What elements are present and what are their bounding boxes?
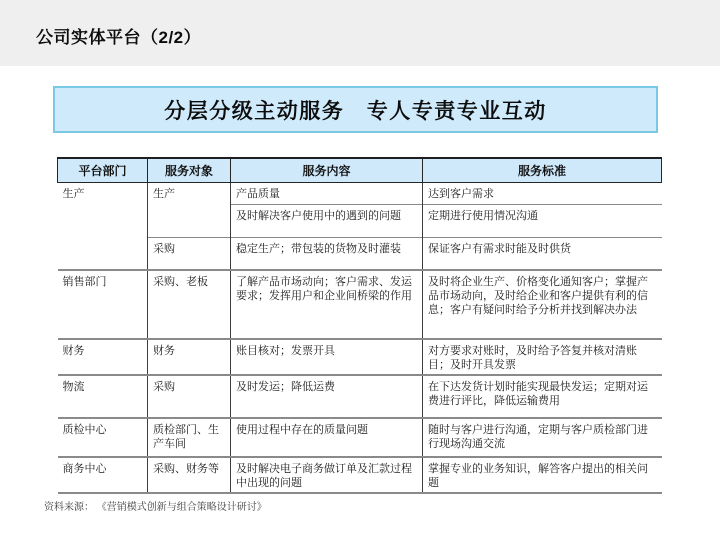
cell-dept: 质检中心 [58,418,148,457]
header-service-content: 服务内容 [231,158,423,183]
table-row [58,270,662,339]
slogan-banner [53,86,658,133]
cell-target: 财务 [148,339,231,375]
cell-dept: 物流 [58,375,148,418]
cell-target: 生产 [148,183,231,238]
cell-standard: 在下达发货计划时能实现最快发运；定期对运费进行评比，降低运输费用 [423,375,662,418]
cell-content: 账目核对；发票开具 [231,339,423,375]
cell-target: 采购、老板 [148,270,231,339]
service-table [57,157,662,494]
cell-dept: 财务 [58,339,148,375]
cell-target: 质检部门、生产车间 [148,418,231,457]
cell-standard: 掌握专业的业务知识，解答客户提出的相关问题 [423,457,662,493]
table-row [58,339,662,375]
header-service-standard: 服务标准 [423,158,662,183]
cell-content: 产品质量 [231,183,423,205]
cell-standard: 随时与客户进行沟通，定期与客户质检部门进行现场沟通交流 [423,418,662,457]
cell-content: 使用过程中存在的质量问题 [231,418,423,457]
cell-target: 采购、财务等 [148,457,231,493]
table-row [58,375,662,418]
cell-standard: 定期进行使用情况沟通 [423,205,662,238]
cell-content: 及时解决客户使用中的遇到的问题 [231,205,423,238]
header-platform-dept: 平台部门 [58,158,148,183]
cell-standard: 达到客户需求 [423,183,662,205]
table-row [58,457,662,493]
cell-content: 及时解决电子商务做订单及汇款过程中出现的问题 [231,457,423,493]
source-note: 资料来源： 《营销模式创新与组合策略设计研讨》 [44,502,267,513]
cell-content: 稳定生产；带包装的货物及时灌装 [231,238,423,270]
table-row [58,238,662,270]
header-service-target: 服务对象 [148,158,231,183]
cell-dept: 销售部门 [58,270,148,339]
cell-standard: 对方要求对账时，及时给予答复并核对清账目；及时开具发票 [423,339,662,375]
table-header-row [58,158,662,183]
cell-dept: 生产 [62,188,85,200]
cell-standard: 保证客户有需求时能及时供货 [423,238,662,270]
slogan-text: 分层分级主动服务 专人专责专业互动 [164,99,547,123]
cell-target: 采购 [148,238,231,270]
cell-content: 及时发运；降低运费 [231,375,423,418]
page-title: 公司实体平台（2/2） [36,28,202,47]
cell-content: 了解产品市场动向；客户需求、发运要求；发挥用户和企业间桥梁的作用 [231,270,423,339]
cell-dept: 商务中心 [58,457,148,493]
table-row [58,183,662,205]
table-row [58,418,662,457]
cell-target: 采购 [148,375,231,418]
cell-standard: 及时将企业生产、价格变化通知客户；掌握产品市场动向，及时给企业和客户提供有利的信息；客户有疑问时给予分析并找到解决办法 [423,270,662,339]
